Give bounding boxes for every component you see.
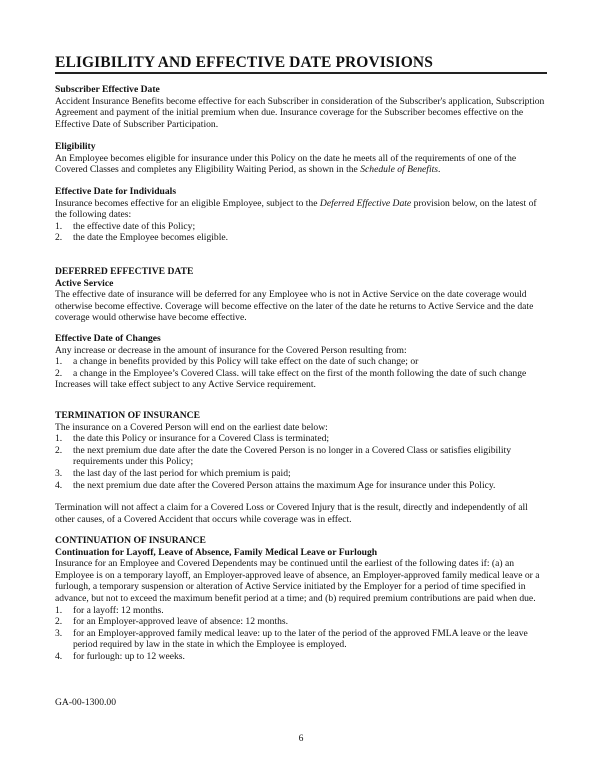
page-number: 6	[298, 733, 304, 744]
section-subscriber-effective-date	[55, 84, 547, 130]
section-intro: Any increase or decrease in the amount of insurance for the Covered Person resulting from:	[55, 344, 407, 356]
list-item: 1. for a layoff: 12 months.	[55, 604, 164, 616]
section-effective-date-changes	[55, 333, 547, 391]
section-intro: The insurance on a Covered Person will end on the earliest date below:	[55, 421, 328, 433]
page-title: ELIGIBILITY AND EFFECTIVE DATE PROVISIONS	[55, 55, 547, 74]
section-deferred-effective-date	[55, 266, 547, 324]
section-heading: CONTINUATION OF INSURANCE	[55, 535, 206, 546]
list-item: 1. the effective date of this Policy;	[55, 220, 196, 232]
section-subheading: Continuation for Layoff, Leave of Absence, Family Medical Leave or Furlough	[55, 546, 378, 558]
list-item: 4. the next premium due date after the Covered Person attains the maximum Age for insurance under this Policy.	[55, 479, 496, 491]
section-heading: Subscriber Effective Date	[55, 84, 160, 95]
list-item: 3. for an Employer-approved family medical leave: up to the later of the period of the approved FMLA leave or the leave period required by law in the state in which the Employee is employed.	[55, 627, 528, 651]
termination-note: Termination will not affect a claim for a Covered Loss or Covered Injury that is the result, directly and independently of all other causes, of a Covered Accident that occurs while coverage was in effect.	[55, 502, 528, 525]
italic-reference: Schedule of Benefits	[360, 164, 439, 176]
section-text: The effective date of insurance will be deferred for any Employee who is not in Active Service on the date coverage would otherwise become effective. Coverage will become effective on the later of the date he returns to Active Service and the date coverage would otherwise have become effective.	[55, 289, 534, 324]
section-text: Accident Insurance Benefits become effective for each Subscriber in consideration of the Subscriber's application, Subscription Agreement and payment of the initial premium when due. Insurance coverage for the Subscriber becomes effective on the Effective Date of Subscriber Participation.	[55, 95, 545, 130]
section-heading: Eligibility	[55, 141, 96, 152]
section-text: An Employee becomes eligible for insurance under this Policy on the date he meets all of the requirements of one of the Covered Classes and completes any Eligibility Waiting Period, as shown in the Schedule of Benefits.	[55, 152, 517, 176]
section-heading: DEFERRED EFFECTIVE DATE	[55, 266, 194, 277]
section-text: Insurance becomes effective for an eligible Employee, subject to the Deferred Effective Date provision below, on the latest of the following dates:	[55, 197, 537, 221]
section-heading: Effective Date of Changes	[55, 333, 161, 344]
list-item: 2. the next premium due date after the date the Covered Person is no longer in a Covered Class or satisfies eligibility requirements under this Policy;	[55, 444, 512, 468]
section-text: Insurance for an Employee and Covered Dependents may be continued until the earliest of the following dates if: (a) an Employee is on a temporary layoff, an Employer-approved leave of absence, an Employer-approved family medical leave or a furlough, a temporary suspension or alteration of Active Service initiated by the Employer for a period of time specified in advance, but not to exceed the maximum benefit period at a time; and (b) required premium contributions are paid when due.	[55, 558, 540, 604]
section-outro: Increases will take effect subject to any Active Service requirement.	[55, 379, 316, 391]
list-item: 1. the date this Policy or insurance for a Covered Class is terminated;	[55, 433, 330, 445]
form-code: GA-00-1300.00	[55, 697, 117, 708]
list-item: 4. for furlough: up to 12 weeks.	[55, 650, 185, 662]
section-heading: TERMINATION OF INSURANCE	[55, 410, 200, 421]
list-item: 1. a change in benefits provided by this Policy will take effect on the date of such change; or	[55, 356, 419, 368]
section-effective-date-individuals	[55, 186, 547, 244]
section-continuation	[55, 535, 547, 663]
section-termination	[55, 410, 547, 525]
section-eligibility	[55, 141, 547, 176]
italic-reference: Deferred Effective Date	[319, 197, 412, 209]
section-heading: Effective Date for Individuals	[55, 186, 177, 197]
list-item: 2. for an Employer-approved leave of absence: 12 months.	[55, 616, 289, 628]
list-item: 2. a change in the Employee’s Covered Class. will take effect on the first of the month following the date of such change	[55, 367, 527, 379]
list-item: 2. the date the Employee becomes eligible.	[55, 232, 229, 244]
section-subheading: Active Service	[55, 277, 114, 289]
list-item: 3. the last day of the last period for which premium is paid;	[55, 467, 291, 479]
